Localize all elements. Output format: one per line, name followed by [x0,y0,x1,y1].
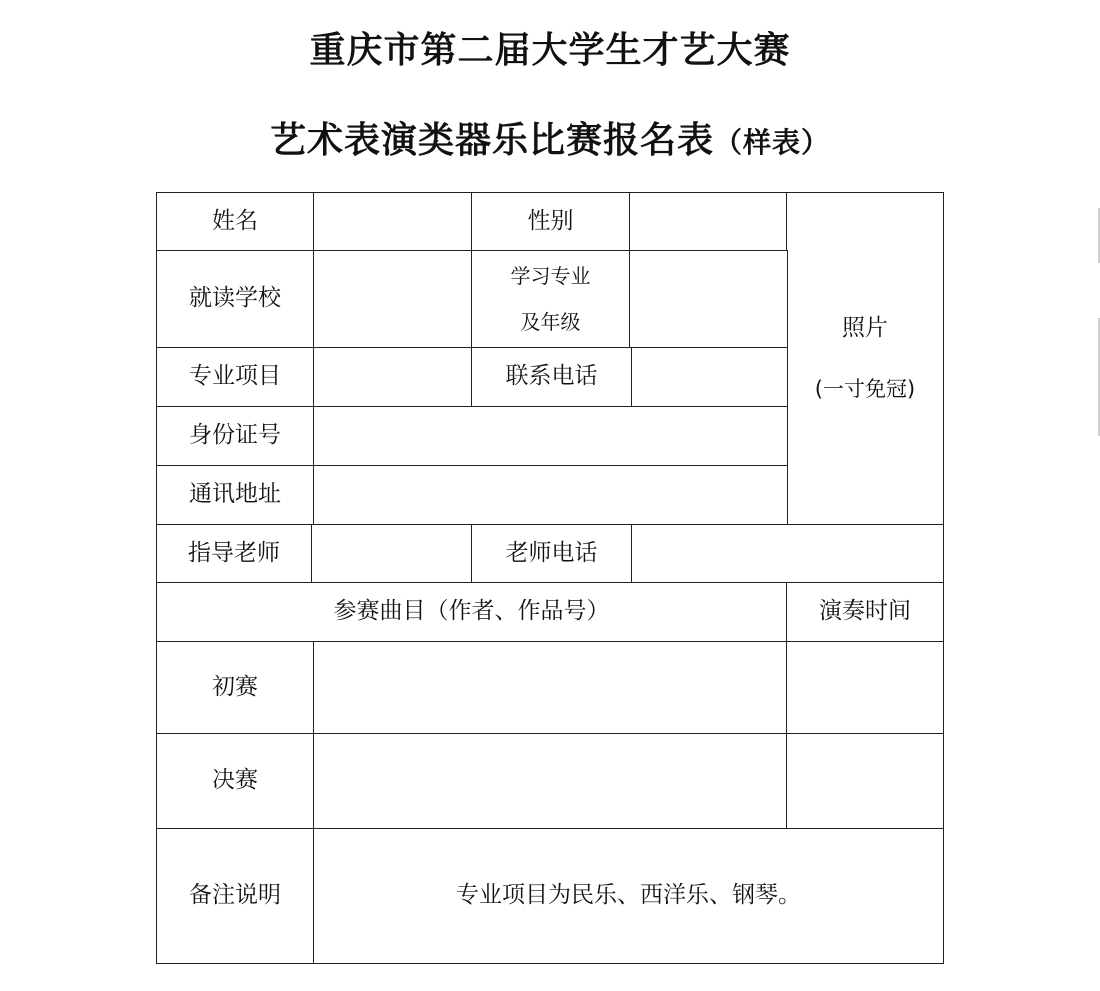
form-title: 重庆市第二届大学生才艺大赛 [309,30,791,71]
school-label: 就读学校 [156,250,314,348]
photo-caption [815,315,915,402]
final-label: 决赛 [156,733,314,829]
address-field[interactable] [313,465,788,525]
project-label: 专业项目 [156,347,314,407]
prelim-label: 初赛 [156,641,314,734]
remarks-label: 备注说明 [156,828,314,964]
teacher-field[interactable] [311,524,472,583]
gender-label: 性别 [471,192,630,251]
school-field[interactable] [313,250,472,348]
photo-box[interactable] [786,192,944,525]
final-duration-field[interactable] [786,733,944,829]
teacher-phone-label: 老师电话 [471,524,632,583]
teacher-label: 指导老师 [156,524,312,583]
major-label-line2: 及年级 [520,310,581,334]
gender-field[interactable] [629,192,788,251]
teacher-phone-field[interactable] [631,524,944,583]
name-label: 姓名 [156,192,314,251]
phone-field[interactable] [631,347,788,407]
id-number-label: 身份证号 [156,406,314,466]
duration-header: 演奏时间 [786,582,944,642]
form-subtitle [0,112,1100,163]
registration-form-table [156,192,944,964]
pieces-header: 参赛曲目（作者、作品号） [156,582,787,642]
sample-note: （样表） [714,126,831,159]
phone-label: 联系电话 [471,347,632,407]
major-label-line1: 学习专业 [510,264,591,288]
major-grade-label-text [511,264,591,334]
name-field[interactable] [313,192,472,251]
project-field[interactable] [313,347,472,407]
address-label: 通讯地址 [156,465,314,525]
photo-note: (一寸免冠) [814,376,916,401]
photo-label: 照片 [841,315,888,342]
prelim-duration-field[interactable] [786,641,944,734]
remarks-text: 专业项目为民乐、西洋乐、钢琴。 [313,828,944,964]
final-pieces-field[interactable] [313,733,787,829]
id-number-field[interactable] [313,406,788,466]
prelim-pieces-field[interactable] [313,641,787,734]
form-subtitle-text: 艺术表演类器乐比赛报名表 [269,120,714,161]
major-grade-field[interactable] [629,250,788,348]
major-grade-label [471,250,630,348]
